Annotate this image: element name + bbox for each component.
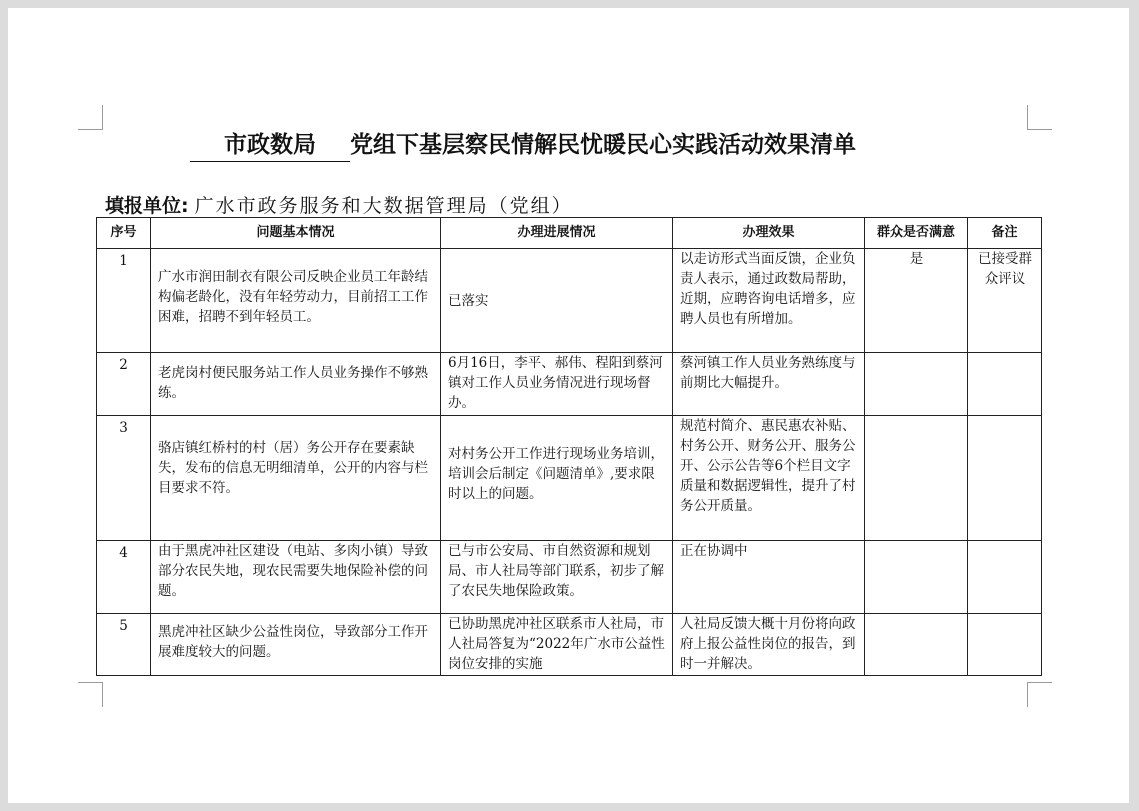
cell-problem: 老虎岗村便民服务站工作人员业务操作不够熟练。 <box>151 353 441 416</box>
effect-list-table <box>96 217 1042 676</box>
table-row <box>97 249 1042 353</box>
reporting-unit-label: 填报单位: <box>105 195 189 217</box>
table-header-row <box>97 218 1042 249</box>
cell-problem: 由于黑虎冲社区建设（电站、多肉小镇）导致部分农民失地，现农民需要失地保险补偿的问题。 <box>151 541 441 614</box>
cell-seq: 3 <box>97 416 151 541</box>
header-seq: 序号 <box>97 218 151 249</box>
cell-problem: 广水市润田制衣有限公司反映企业员工年龄结构偏老龄化，没有年轻劳动力，目前招工工作困难，招聘不到年轻员工。 <box>151 249 441 353</box>
cell-problem: 黑虎冲社区缺少公益性岗位，导致部分工作开展难度较大的问题。 <box>151 614 441 676</box>
cell-satisfied <box>865 353 968 416</box>
cell-progress: 对村务公开工作进行现场业务培训，培训会后制定《问题清单》,要求限时以上的问题。 <box>441 416 673 541</box>
crop-mark-bottom-left <box>78 682 103 707</box>
table-row <box>97 353 1042 416</box>
table-row <box>97 541 1042 614</box>
cell-effect: 人社局反馈大概十月份将向政府上报公益性岗位的报告，到时一并解决。 <box>673 614 865 676</box>
cell-satisfied <box>865 416 968 541</box>
cell-seq: 1 <box>97 249 151 353</box>
header-remark: 备注 <box>968 218 1042 249</box>
document-title <box>190 126 910 162</box>
cell-problem: 骆店镇红桥村的村（居）务公开存在要素缺失，发布的信息无明细清单，公开的内容与栏目要求不符。 <box>151 416 441 541</box>
table-row <box>97 416 1042 541</box>
cell-satisfied <box>865 541 968 614</box>
cell-satisfied <box>865 614 968 676</box>
cell-seq: 5 <box>97 614 151 676</box>
cell-remark <box>968 416 1042 541</box>
cell-seq: 2 <box>97 353 151 416</box>
header-progress: 办理进展情况 <box>441 218 673 249</box>
cell-progress: 已协助黑虎冲社区联系市人社局，市人社局答复为“2022年广水市公益性岗位安排的实施 <box>441 614 673 676</box>
cell-satisfied: 是 <box>865 249 968 353</box>
title-underlined-unit: 市政数局 <box>190 126 350 162</box>
cell-progress: 已与市公安局、市自然资源和规划局、市人社局等部门联系，初步了解了农民失地保险政策。 <box>441 541 673 614</box>
cell-remark <box>968 614 1042 676</box>
cell-remark <box>968 541 1042 614</box>
reporting-unit <box>105 191 573 218</box>
crop-mark-top-right <box>1027 105 1052 130</box>
header-effect: 办理效果 <box>673 218 865 249</box>
header-problem: 问题基本情况 <box>151 218 441 249</box>
header-satisfied: 群众是否满意 <box>865 218 968 249</box>
cell-effect: 蔡河镇工作人员业务熟练度与前期比大幅提升。 <box>673 353 865 416</box>
cell-effect: 正在协调中 <box>673 541 865 614</box>
cell-remark <box>968 353 1042 416</box>
cell-seq: 4 <box>97 541 151 614</box>
table-row <box>97 614 1042 676</box>
cell-remark: 已接受群众评议 <box>968 249 1042 353</box>
cell-progress: 已落实 <box>441 249 673 353</box>
crop-mark-bottom-right <box>1027 682 1052 707</box>
cell-effect: 以走访形式当面反馈，企业负责人表示，通过政数局帮助，近期，应聘咨询电话增多，应聘人员也有所增加。 <box>673 249 865 353</box>
crop-mark-top-left <box>78 105 103 130</box>
cell-progress: 6月16日，李平、郝伟、程阳到蔡河镇对工作人员业务情况进行现场督办。 <box>441 353 673 416</box>
cell-effect: 规范村简介、惠民惠农补贴、村务公开、财务公开、服务公开、公示公告等6个栏目文字质量和数据逻辑性，提升了村务公开质量。 <box>673 416 865 541</box>
reporting-unit-value: 广水市政务服务和大数据管理局（党组） <box>194 195 573 217</box>
title-text: 党组下基层察民情解民忧暖民心实践活动效果清单 <box>350 132 856 158</box>
